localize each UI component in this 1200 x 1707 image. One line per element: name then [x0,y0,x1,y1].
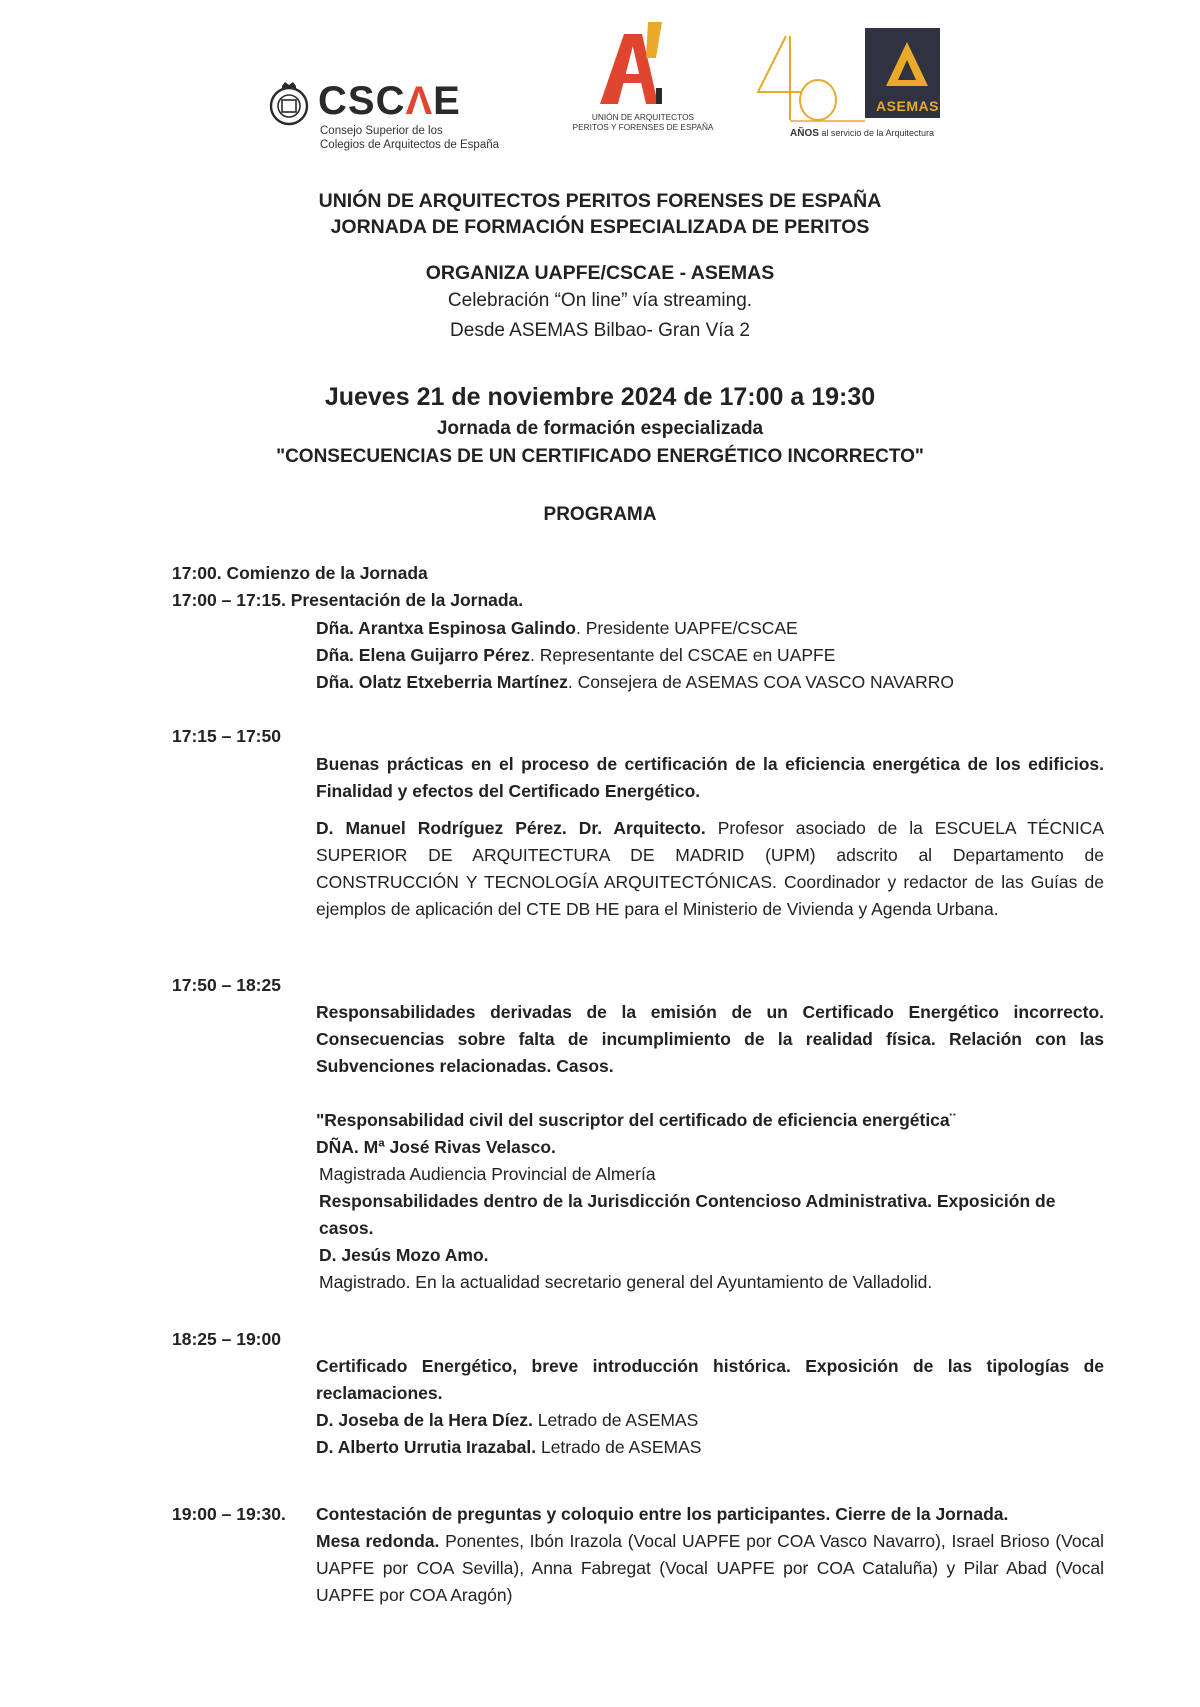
session3-speaker2-name: D. Alberto Urrutia Irazabal. [316,1437,537,1457]
presenters-list [316,615,1104,696]
uapfe-subtitle [568,112,718,132]
session3-title: Certificado Energético, breve introducción histórica. Exposición de las tipologías de reclamaciones. [316,1356,1104,1403]
asemas-40-anos-icon [750,28,940,140]
session4-mesa-label: Mesa redonda. [316,1531,440,1551]
cscae-wordmark: CSCΛE [318,79,461,123]
uapfe-subtitle-line2: PERITOS Y FORENSES DE ESPAÑA [572,122,714,132]
session3-speaker1-role: Letrado de ASEMAS [532,1410,699,1430]
presenter-name: Dña. Elena Guijarro Pérez [316,645,530,665]
session4-content [316,1501,1104,1609]
session1-speaker [316,815,1104,923]
session4-title: Contestación de preguntas y coloquio entre los participantes. Cierre de la Jornada. [316,1504,1009,1524]
presenter-item [316,669,1104,696]
desde-line: Desde ASEMAS Bilbao- Gran Vía 2 [450,320,750,341]
session2-content [316,999,1104,1296]
uapfe-emblem-icon [596,22,676,106]
celebracion-line: Celebración “On line” vía streaming. [447,290,753,311]
program-start: 17:00. Comienzo de la Jornada [172,563,428,583]
session2-role1: Magistrada Audiencia Provincial de Almería [319,1164,656,1184]
jornada-subtitle: Jornada de formación especializada [436,418,764,439]
session1-time: 17:15 – 17:50 [172,726,281,746]
cscae-subtitle-line2: Colegios de Arquitectos de España [320,139,500,151]
presenter-name: Dña. Arantxa Espinosa Galindo [316,618,576,638]
session2-speaker1: DÑA. Mª José Rivas Velasco. [316,1137,556,1157]
session2-title: Responsabilidades derivadas de la emisión de un Certificado Energético incorrecto. Consecuencias sobre falta de incumplimiento de la realidad física. Relación con las Subvenciones relacionadas. Casos. [316,1002,1104,1076]
heading-line2: JORNADA DE FORMACIÓN ESPECIALIZADA DE PERITOS [330,216,870,238]
presenter-item [316,615,1104,642]
session2-talk1: "Responsabilidad civil del suscriptor del certificado de eficiencia energética¨ [316,1110,956,1130]
session2-talk2: Responsabilidades dentro de la Jurisdicción Contencioso Administrativa. Exposición de casos. [319,1191,1056,1238]
session4-mesa-text: Ponentes, Ibón Irazola (Vocal UAPFE por COA Vasco Navarro), Israel Brioso (Vocal UAPFE por COA Sevilla), Anna Fabregat (Vocal UAPFE por COA Cataluña) y Pilar Abad (Vocal UAPFE por COA Aragón) [316,1531,1104,1605]
uapfe-subtitle-line1: UNIÓN DE ARQUITECTOS [591,112,695,122]
session3-speaker2 [316,1434,1104,1461]
session1-title: Buenas prácticas en el proceso de certificación de la eficiencia energética de los edificios. Finalidad y efectos del Certificado Energético. [316,754,1104,801]
session2-speaker2: D. Jesús Mozo Amo. [319,1245,489,1265]
session3-speaker1-name: D. Joseba de la Hera Díez. [316,1410,533,1430]
asemas-tagline [790,128,934,139]
session2-role2: Magistrado. En la actualidad secretario general del Ayuntamiento de Valladolid. [319,1272,933,1292]
presenter-role: . Presidente UAPFE/CSCAE [575,618,798,638]
organiza-line: ORGANIZA UAPFE/CSCAE - ASEMAS [425,262,775,284]
event-title: "CONSECUENCIAS DE UN CERTIFICADO ENERGÉTICO INCORRECTO" [276,446,924,467]
session1-speaker-bio: Profesor asociado de la ESCUELA TÉCNICA SUPERIOR DE ARQUITECTURA DE MADRID (UPM) adscrito al Departamento de CONSTRUCCIÓN Y TECNOLOGÍA ARQUITECTÓNICAS. Coordinador y redactor de las Guías de ejemplos de aplicación del CTE DB HE para el Ministerio de Vivienda y Agenda Urbana. [316,818,1104,919]
presenter-name: Dña. Olatz Etxeberria Martínez [316,672,568,692]
session3-speaker1 [316,1407,1104,1434]
session3-speaker2-role: Letrado de ASEMAS [536,1437,702,1457]
presenter-item [316,642,1104,669]
session2-time: 17:50 – 18:25 [172,975,281,995]
session3-time: 18:25 – 19:00 [172,1329,281,1349]
event-date: Jueves 21 de noviembre 2024 de 17:00 a 19:30 [324,383,876,411]
session1-content [316,751,1104,923]
cscae-subtitle [320,124,499,152]
session1-speaker-name: D. Manuel Rodríguez Pérez. Dr. Arquitecto. [316,818,706,838]
cscae-seal-icon [268,80,310,126]
presenter-role: . Consejera de ASEMAS COA VASCO NAVARRO [567,672,955,692]
presenter-role: . Representante del CSCAE en UAPFE [529,645,836,665]
asemas-years-label: AÑOS [790,128,819,139]
programa-heading: PROGRAMA [543,504,657,525]
session4-time: 19:00 – 19:30. [172,1504,286,1524]
session4-mesa [316,1528,1104,1609]
heading-line1: UNIÓN DE ARQUITECTOS PERITOS FORENSES DE ESPAÑA [318,190,882,212]
asemas-name: ASEMAS [876,98,939,114]
program-presentacion: 17:00 – 17:15. Presentación de la Jornada. [172,590,524,610]
session3-content [316,1353,1104,1461]
logos-header [0,22,1200,151]
organization-heading [0,188,1200,240]
asemas-tagline-text: al servicio de la Arquitectura [821,128,934,138]
cscae-subtitle-line1: Consejo Superior de los [320,125,443,137]
cscae-logo [268,52,538,151]
uapfe-logo [568,22,718,142]
asemas-logo [750,28,940,140]
